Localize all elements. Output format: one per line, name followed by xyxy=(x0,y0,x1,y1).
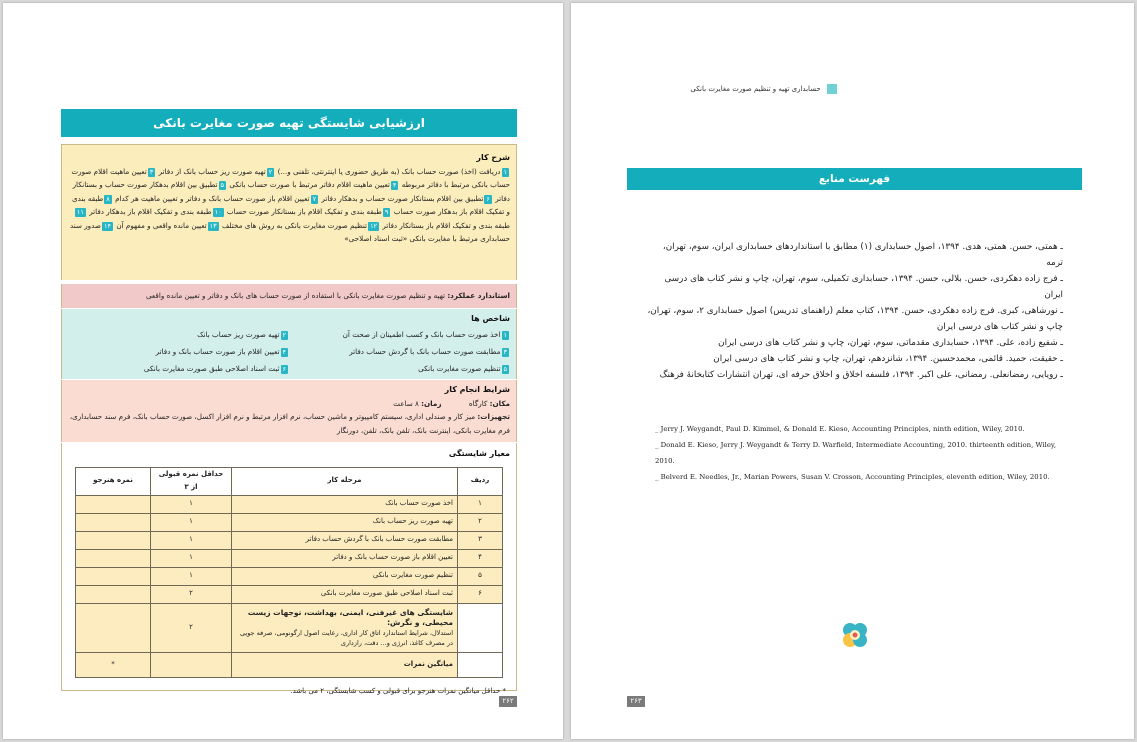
page-number-right: ۲۶۳ xyxy=(627,696,645,707)
header-text: حسابداری تهیه و تنظیم صورت مغایرت بانکی xyxy=(690,85,821,93)
work-item-text: تطبیق بین اقلام بستانکار صورت حساب و بدهکار دفاتر xyxy=(321,193,484,203)
right-page xyxy=(571,3,1134,739)
indicator-text: مطابقت صورت حساب بانک با گردش حساب دفاتر xyxy=(349,346,501,356)
soft-skills-score xyxy=(76,603,151,652)
work-item-text: تطبیق بین اقلام بدهکار صورت حساب و بستانکار دفاتر xyxy=(72,180,510,203)
work-item-number: ۹ xyxy=(384,208,389,216)
stage-name: تهیه صورت ریز حساب بانک xyxy=(232,513,458,531)
col-min: حداقل نمره قبولی از ۳ xyxy=(151,467,232,495)
work-item-text: تعیین اقلام باز صورت حساب بانک و دفاتر و تعیین ماهیت هر کدام xyxy=(115,193,310,203)
average-row xyxy=(76,652,503,677)
indicator-number: ۲ xyxy=(282,330,286,339)
min-score: ۱ xyxy=(151,549,232,567)
performance-standard-section xyxy=(61,284,517,308)
persian-reference: ـ همتی، حسن. همتی، هدی. ۱۳۹۴، اصول حسابداری (۱) مطابق با استانداردهای حسابداری ایران، سوم، تهران، ترمه xyxy=(662,242,1063,268)
work-item-number: ۳ xyxy=(149,167,154,176)
english-reference: _ Belverd E. Needles, Jr., Marian Powers, Susan V. Crosson, Accounting Principles, eleventh edition, Wiley, 2010. xyxy=(655,473,1050,481)
average-mark: * xyxy=(76,652,151,677)
soft-skills-title: شایستگی های غیرفنی، ایمنی، بهداشت، توجهات زیست محیطی، و نگرش: xyxy=(247,607,453,627)
work-item-number: ۱۱ xyxy=(76,208,84,216)
soft-skills-min: ۲ xyxy=(151,603,232,652)
indicator-item xyxy=(289,326,510,343)
work-item-text: تهیه صورت ریز حساب بانک از دفاتر xyxy=(158,166,266,176)
work-item-text: تنظیم صورت مغایرت بانکی به روش های مختلف xyxy=(221,220,368,230)
row-number: ۶ xyxy=(458,585,503,603)
flower-logo-icon xyxy=(840,620,870,650)
work-item-text: دریافت (اخذ) صورت حساب بانک (به طریق حضوری یا اینترنتی، تلفنی و...) xyxy=(277,166,501,176)
running-header xyxy=(627,83,837,95)
table-row xyxy=(76,567,503,585)
work-item-text: تعیین مانده واقعی و مفهوم آن xyxy=(116,220,207,230)
soft-skills-blank xyxy=(458,603,503,652)
left-page xyxy=(3,3,563,739)
indicator-text: تهیه صورت ریز حساب بانک xyxy=(197,329,280,339)
indicators-list xyxy=(68,326,510,377)
indicator-item xyxy=(289,360,510,377)
indicator-item xyxy=(289,343,510,360)
work-item-text: طبقه بندی و تفکیک اقلام باز بدهکار دفاتر xyxy=(89,207,212,216)
indicator-text: ثبت اسناد اصلاحی طبق صورت مغایرت بانکی xyxy=(143,363,280,373)
conditions-section xyxy=(61,380,517,442)
place-time-line xyxy=(68,397,510,411)
work-item-number: ۱۰ xyxy=(214,208,222,216)
row-number: ۵ xyxy=(458,567,503,585)
table-row xyxy=(76,549,503,567)
english-reference: _ Jerry J. Weygandt, Paul D. Kimmel, & Donald E. Kieso, Accounting Principles, ninth edition, Wiley, 2010. xyxy=(655,425,1025,433)
english-references xyxy=(655,421,1059,485)
indicator-text: تعیین اقلام باز صورت حساب بانک و دفاتر xyxy=(155,346,280,356)
persian-reference: ـ رویایی، رمضانعلی. رمضانی، علی اکبر. ۱۳۹۴، فلسفه اخلاق و اخلاق حرفه ای، تهران انتشارات کتابخانهٔ فرهنگ xyxy=(659,370,1063,380)
header-square-icon xyxy=(827,84,837,94)
persian-reference: ـ شفیع زاده، علی. ۱۳۹۴، حسابداری مقدماتی، سوم، تهران، چاپ و نشر کتاب های درسی ایران xyxy=(718,338,1063,348)
work-description-heading: شرح کار xyxy=(476,153,510,162)
average-blank xyxy=(458,652,503,677)
average-label: میانگین نمرات xyxy=(232,652,458,677)
place-label: مکان: xyxy=(489,398,510,408)
equipment-value: میز کار و صندلی اداری، سیستم کامپیوتر و ماشین حساب، نرم افزار مرتبط و نرم افزار اکسل، صورت حساب بانک، فرم سند حسابداری، فرم مغایرت بانکی، اینترنت بانک، تلفن بانک، تلفن، دورنگار xyxy=(69,412,510,435)
criteria-header-row xyxy=(76,467,503,495)
work-item-text: طبقه بندی و تفکیک اقلام باز بدهکار صورت حساب xyxy=(72,193,510,216)
work-item-text: تعیین ماهیت اقلام صورت حساب بانکی مرتبط با دفاتر مربوطه xyxy=(71,166,510,189)
work-item-number: ۵ xyxy=(220,181,225,189)
indicator-number: ۱ xyxy=(503,330,507,339)
min-score: ۱ xyxy=(151,513,232,531)
equipment-label: تجهیزات: xyxy=(477,412,510,421)
stage-name: مطابقت صورت حساب بانک با گردش حساب دفاتر xyxy=(232,531,458,549)
footnote: * حداقل میانگین نمرات هنرجو برای قبولی و کسب شایستگی، ۲ می باشد. xyxy=(290,686,506,695)
student-score xyxy=(76,531,151,549)
work-item-number: ۷ xyxy=(312,194,317,203)
criteria-heading: معیار شایستگی xyxy=(448,449,510,458)
soft-skills-row xyxy=(76,603,503,652)
indicator-number: ۵ xyxy=(503,364,507,373)
criteria-section xyxy=(61,443,517,695)
min-score: ۱ xyxy=(151,567,232,585)
row-number: ۱ xyxy=(458,495,503,513)
min-score: ۱ xyxy=(151,531,232,549)
work-item-text: صدور سند حسابداری مرتبط با مغایرت بانکی «ثبت اسناد اصلاحی» xyxy=(69,220,510,243)
standard-label: استاندارد عملکرد: xyxy=(447,291,510,300)
soft-skills-text: استدلال، شرایط استاندارد اتاق کار اداری، رعایت اصول ارگونومی، صرفه جویی در مصرف کاغذ، انرژی و... دقت، رازداری xyxy=(239,628,453,647)
average-min-blank xyxy=(151,652,232,677)
student-score xyxy=(76,495,151,513)
page-number-left: ۲۶۲ xyxy=(499,696,517,707)
references-title: فهرست منابع xyxy=(627,168,1082,190)
indicator-number: ۴ xyxy=(282,347,286,356)
student-score xyxy=(76,585,151,603)
work-item-text: تعیین ماهیت اقلام دفاتر مرتبط با صورت حساب بانکی xyxy=(229,180,390,189)
persian-reference: ـ حقیقت، حمید. قائمی، محمدحسین. ۱۳۹۴، شانزدهم، تهران، چاپ و نشر کتاب های درسی ایران xyxy=(713,354,1063,364)
stage-name: تعیین اقلام باز صورت حساب بانک و دفاتر xyxy=(232,549,458,567)
work-item-number: ۶ xyxy=(486,194,490,203)
indicator-number: ۶ xyxy=(282,364,286,373)
english-reference: _ Donald E. Kieso, Jerry J. Weygandt & Terry D. Warfield, Intermediate Accounting, 2010. thirteenth edition, Wiley, 2010. xyxy=(655,441,1057,465)
time-value: ۸ ساعت xyxy=(393,398,419,408)
col-score: نمره هنرجو xyxy=(76,467,151,495)
student-score xyxy=(76,549,151,567)
work-item-number: ۱ xyxy=(503,167,507,176)
work-item-text: طبقه بندی و تفکیک اقلام باز بستانکار صورت حساب xyxy=(226,207,382,216)
standard-text: تهیه و تنظیم صورت مغایرت بانکی با استفاده از صورت حساب های بانک و دفاتر و تعیین مانده واقعی xyxy=(145,291,446,300)
student-score xyxy=(76,567,151,585)
work-item-text: طبقه بندی و تفکیک اقلام باز بستانکار دفاتر xyxy=(382,220,510,230)
persian-reference: ـ نورشاهی، کبری. فرج زاده دهکردی، حسن. ۱۳۹۴، کتاب معلم (راهنمای تدریس) اصول حسابداری ۲، سوم، تهران، چاپ و نشر کتاب های درسی ایران xyxy=(647,306,1063,332)
min-score: ۲ xyxy=(151,585,232,603)
time-label: زمان: xyxy=(421,398,442,408)
persian-reference: ـ فرج زاده دهکردی، حسن. بلالی، حسن. ۱۳۹۴، حسابداری تکمیلی، سوم، تهران، چاپ و نشر کتاب های درسی ایران xyxy=(664,274,1063,300)
row-number: ۳ xyxy=(458,531,503,549)
stage-name: تنظیم صورت مغایرت بانکی xyxy=(232,567,458,585)
soft-skills-cell xyxy=(232,603,458,652)
indicator-item xyxy=(68,360,289,377)
work-item-number: ۴ xyxy=(392,181,397,189)
indicators-heading: شاخص ها xyxy=(471,314,510,323)
work-item-number: ۲ xyxy=(268,167,273,176)
table-row xyxy=(76,495,503,513)
table-row xyxy=(76,513,503,531)
indicator-item xyxy=(68,343,289,360)
indicators-section xyxy=(61,309,517,379)
student-score xyxy=(76,513,151,531)
indicator-item xyxy=(68,326,289,343)
work-description-section xyxy=(61,144,517,280)
row-number: ۴ xyxy=(458,549,503,567)
stage-name: اخذ صورت حساب بانک xyxy=(232,495,458,513)
table-row xyxy=(76,531,503,549)
equipment-line xyxy=(68,410,510,437)
work-item-number: ۱۳ xyxy=(209,221,217,230)
row-number: ۲ xyxy=(458,513,503,531)
place-value: کارگاه xyxy=(468,398,488,408)
criteria-table xyxy=(75,467,503,678)
indicator-text: تنظیم صورت مغایرت بانکی xyxy=(418,363,501,373)
conditions-heading: شرایط انجام کار xyxy=(444,385,510,394)
persian-references xyxy=(647,239,1063,383)
work-item-number: ۱۴ xyxy=(104,221,112,230)
min-score: ۱ xyxy=(151,495,232,513)
stage-name: ثبت اسناد اصلاحی طبق صورت مغایرت بانکی xyxy=(232,585,458,603)
table-row xyxy=(76,585,503,603)
col-stage: مرحله کار xyxy=(232,467,458,495)
work-description-list xyxy=(68,165,510,246)
indicator-number: ۳ xyxy=(503,347,507,356)
work-item-number: ۸ xyxy=(106,194,110,203)
assessment-title: ارزشیابی شایستگی تهیه صورت مغایرت بانکی xyxy=(61,109,517,137)
work-item-number: ۱۲ xyxy=(370,221,378,230)
indicator-text: اخذ صورت حساب بانک و کسب اطمینان از صحت آن xyxy=(342,329,501,339)
col-row: ردیف xyxy=(458,467,503,495)
